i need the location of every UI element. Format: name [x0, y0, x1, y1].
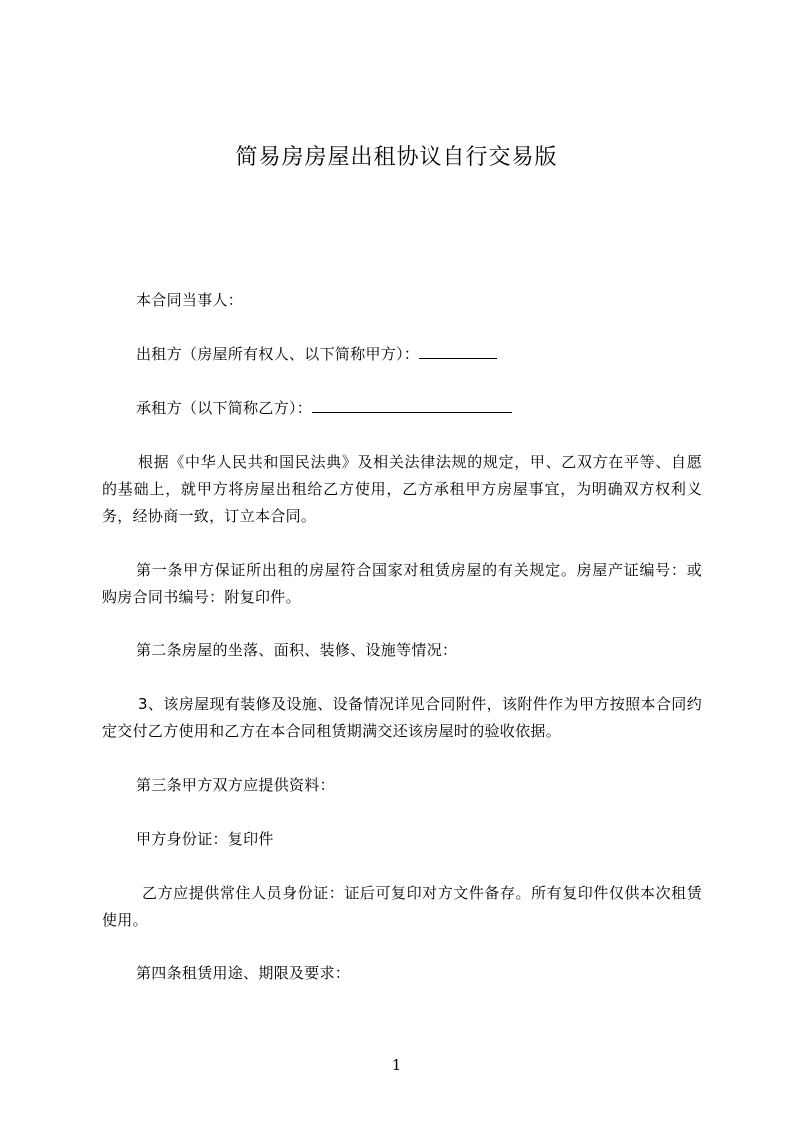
lessor-blank-line[interactable] — [419, 343, 497, 359]
paragraph-preamble: 根据《中华人民共和国民法典》及相关法律法规的规定，甲、乙双方在平等、自愿的基础上，就甲方将房屋出租给乙方使用，乙方承租甲方房屋事宜，为明确双方权利义务，经协商一致，订立本合同。 — [102, 453, 702, 525]
paragraph-lessee — [136, 395, 736, 422]
document-title: 简易房房屋出租协议自行交易版 — [235, 145, 558, 170]
paragraph-lessor — [136, 341, 736, 368]
paragraph-article-3: 第三条甲方双方应提供资料： — [136, 776, 335, 794]
paragraph-parties: 本合同当事人： — [136, 291, 244, 309]
lessor-label: 出租方（房屋所有权人、以下简称甲方）： — [136, 345, 420, 363]
paragraph-article-2-item-3: 3、该房屋现有装修及设施、设备情况详见合同附件，该附件作为甲方按照本合同约定交付乙方使用和乙方在本合同租赁期满交还该房屋时的验收依据。 — [102, 695, 702, 740]
lessee-blank-line[interactable] — [312, 397, 512, 413]
paragraph-lessor-id: 甲方身份证：复印件 — [136, 830, 274, 848]
paragraph-article-1: 第一条甲方保证所出租的房屋符合国家对租赁房屋的有关规定。房屋产证编号：或购房合同书编号：附复印件。 — [102, 561, 702, 606]
paragraph-article-2: 第二条房屋的坐落、面积、装修、设施等情况： — [136, 641, 458, 659]
paragraph-lessee-id: 乙方应提供常住人员身份证：证后可复印对方文件备存。所有复印件仅供本次租赁使用。 — [102, 884, 702, 929]
page-number: 1 — [391, 1056, 402, 1074]
lessee-label: 承租方（以下简称乙方）： — [136, 399, 313, 417]
paragraph-article-4: 第四条租赁用途、期限及要求： — [136, 964, 351, 982]
